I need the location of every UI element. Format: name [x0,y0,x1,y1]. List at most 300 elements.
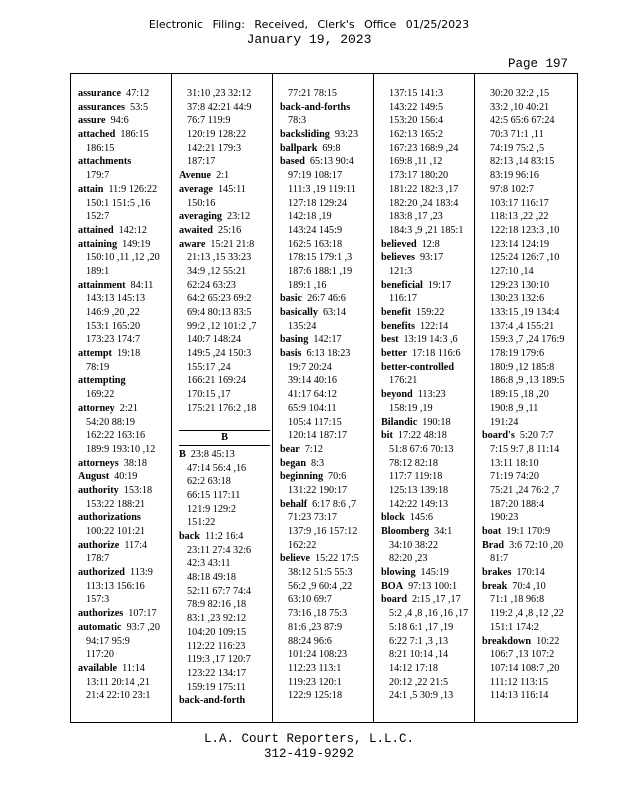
index-refs-continued: 142:22 149:13 [389,498,449,510]
page-line-refs: 5:20 7:7 [519,430,554,442]
index-refs-continued: 71:23 73:17 [288,512,337,524]
index-refs-continued: 121:9 129:2 [187,503,236,515]
page-line-refs: 11:2 16:4 [204,531,244,542]
index-refs-continued: 129:23 130:10 [490,279,550,291]
index-term: authorized [78,567,125,579]
index-refs-continued: 64:2 65:23 69:2 [187,293,252,305]
index-column-3 [280,87,371,703]
transcript-date: January 19, 2023 [246,32,372,47]
index-term: back-and-forth [179,695,246,707]
index-entry [482,580,573,594]
index-entry [482,539,573,553]
index-refs-continued: 106:7 ,13 107:2 [490,649,555,661]
index-term: assurances [78,101,125,113]
index-term: better-controlled [381,361,454,373]
index-term: B [179,448,186,460]
index-refs-continued: 120:19 128:22 [187,129,247,141]
index-refs-continued: 184:3 ,9 ,21 185:1 [389,224,464,236]
index-refs-continued: 94:17 95:9 [86,635,130,647]
index-term: beneficial [381,279,423,291]
index-entry [482,635,573,649]
index-term: attorney [78,402,115,414]
index-term: basis [280,348,302,360]
letter-divider: B [179,430,270,446]
index-entry [381,333,472,347]
index-entry [280,128,371,142]
index-term: based [280,156,305,168]
index-entry [280,155,371,169]
index-refs-continued: 122:18 123:3 ,10 [490,224,560,236]
page-line-refs: 11:14 [122,662,145,674]
index-refs-continued: 155:17 ,24 [187,361,231,373]
index-entry [78,662,169,676]
page-line-refs: 113:9 [129,567,153,579]
index-refs-continued: 120:14 187:17 [288,430,348,442]
index-term: authorize [78,539,120,551]
index-refs-continued: 173:23 174:7 [86,334,141,346]
index-refs-continued: 19:7 20:24 [288,361,332,373]
index-term: board [381,594,408,606]
index-entry [179,210,270,224]
index-term: attached [78,129,116,141]
index-term: average [179,183,213,195]
page-line-refs: 2:1 [216,170,230,182]
reporter-phone: 312-419-9292 [263,747,354,761]
index-refs-continued: 152:7 [86,211,110,223]
index-entry [78,402,169,416]
index-refs-continued: 137:4 ,4 155:21 [490,320,555,332]
index-refs-continued: 7:15 9:7 ,8 11:14 [490,443,560,455]
page-line-refs: 26:7 46:6 [307,293,346,305]
index-refs-continued: 8:21 10:14 ,14 [389,649,449,661]
index-refs-continued: 69:4 80:13 83:5 [187,307,252,318]
index-refs-continued: 117:7 119:18 [389,471,443,483]
page-line-refs: 93:7 ,20 [126,621,160,633]
index-entry [381,566,472,580]
page-line-refs: 190:18 [422,416,451,428]
index-term: believes [381,252,415,264]
index-entry [78,101,169,115]
index-refs-continued: 123:14 124:19 [490,238,550,250]
index-term: breakdown [482,635,532,647]
index-refs-continued: 167:23 168:9 ,24 [389,142,459,154]
index-term: behalf [280,498,308,510]
index-refs-continued: 111:3 ,19 119:11 [288,183,356,195]
index-refs-continued: 189:1 ,16 [288,279,327,291]
index-refs-continued: 54:20 88:19 [86,416,135,428]
index-entry [78,238,169,252]
index-entry [78,470,169,484]
page-line-refs: 70:4 ,10 [512,580,546,592]
page-line-refs: 69:8 [322,142,341,154]
page-line-refs: 19:1 170:9 [506,526,551,537]
index-refs-continued: 142:21 179:3 [187,142,242,154]
index-refs-continued: 23:11 27:4 32:6 [187,544,252,556]
page-line-refs: 7:12 [304,443,323,455]
page-line-refs: 11:9 126:22 [108,183,158,195]
index-refs-continued: 189:1 [86,265,110,277]
index-term: assure [78,115,106,127]
index-entry [78,511,169,525]
index-refs-continued: 105:4 117:15 [288,416,342,428]
page-line-refs: 107:17 [128,608,157,620]
index-term: basically [280,307,318,318]
index-refs-continued: 74:19 75:2 ,5 [490,142,545,154]
index-term: better [381,348,408,360]
index-entry [179,224,270,238]
index-refs-continued: 63:10 69:7 [288,594,332,606]
index-term: attachments [78,156,132,168]
page-number: Page 197 [508,57,569,71]
page-line-refs: 145:19 [420,567,449,579]
index-refs-continued: 76:7 119:9 [187,115,231,127]
index-refs-continued: 127:10 ,14 [490,265,534,277]
index-refs-continued: 143:24 145:9 [288,224,343,236]
page-line-refs: 19:17 [427,279,452,291]
page-line-refs: 25:16 [217,224,242,236]
index-entry [179,183,270,197]
index-entry [280,457,371,471]
page-line-refs: 34:1 [434,526,453,537]
index-entry [78,539,169,553]
index-refs-continued: 159:3 ,7 ,24 176:9 [490,334,565,346]
index-entry [381,525,472,539]
index-entry [381,361,472,375]
page-line-refs: 159:22 [416,307,445,318]
index-entry [78,347,169,361]
index-refs-continued: 99:2 ,12 101:2 ,7 [187,320,257,332]
index-refs-continued: 83:19 96:16 [490,170,539,182]
index-refs-continued: 21:13 ,15 33:23 [187,252,252,264]
index-term: beyond [381,389,413,401]
page-line-refs: 53:5 [129,101,149,113]
index-refs-continued: 38:12 51:5 55:3 [288,567,353,579]
column-divider [373,74,374,722]
index-term: bit [381,430,393,442]
index-refs-continued: 137:15 141:3 [389,88,444,99]
index-term: backsliding [280,129,330,141]
index-entry [381,306,472,320]
index-refs-continued: 41:17 64:12 [288,389,337,401]
index-refs-continued: 119:23 120:1 [288,676,342,688]
index-refs-continued: 121:3 [389,265,413,277]
index-refs-continued: 71:1 ,18 96:8 [490,594,545,606]
index-refs-continued: 127:18 129:24 [288,197,348,209]
index-entry [381,388,472,402]
page-line-refs: 113:23 [417,389,446,401]
index-entry [78,621,169,635]
index-term: began [280,457,307,469]
index-refs-continued: 114:13 116:14 [490,690,549,702]
page-line-refs: 145:6 [409,512,433,524]
index-refs-continued: 103:17 116:17 [490,197,549,209]
index-refs-continued: 5:2 ,4 ,8 ,16 ,16 ,17 [389,608,469,620]
index-entry [78,224,169,238]
page-line-refs: 94:6 [110,115,129,127]
index-refs-continued: 111:12 113:15 [490,676,549,688]
index-refs-continued: 189:15 ,18 ,20 [490,389,549,401]
page-line-refs: 142:17 [313,334,342,346]
page-line-refs: 8:3 [311,457,325,469]
index-refs-continued: 162:5 163:18 [288,238,343,250]
index-refs-continued: 56:2 ,9 60:4 ,22 [288,580,353,592]
index-refs-continued: 34:9 ,12 55:21 [187,265,247,277]
index-entry [381,429,472,443]
page-line-refs: 47:12 [126,88,150,99]
page-line-refs: 19:18 [116,348,141,360]
index-refs-continued: 48:18 49:18 [187,572,236,584]
index-refs-continued: 31:10 ,23 32:12 [187,88,252,99]
index-refs-continued: 186:15 [86,142,115,154]
page-line-refs: 97:13 100:1 [408,580,458,592]
page-line-refs: 153:18 [123,484,153,496]
index-refs-continued: 88:24 96:6 [288,635,332,647]
index-entry [280,347,371,361]
index-entry [78,566,169,580]
index-entry [482,566,573,580]
index-term: back-and-forths [280,101,351,113]
index-entry [381,416,472,430]
index-refs-continued: 169:8 ,11 ,12 [389,156,443,168]
index-term: believe [280,553,310,565]
index-column-1 [78,87,169,703]
index-entry [381,580,472,594]
index-refs-continued: 190:23 [490,512,519,524]
index-refs-continued: 157:3 [86,594,110,606]
index-refs-continued: 20:12 ,22 21:5 [389,676,449,688]
index-refs-continued: 180:9 ,12 185:8 [490,361,555,373]
index-refs-continued: 81:6 ,23 87:9 [288,621,343,633]
page-line-refs: 145:11 [217,183,246,195]
index-entry [179,530,270,544]
index-entry [280,498,371,512]
index-term: blowing [381,567,416,579]
index-refs-continued: 78:9 82:16 ,18 [187,599,247,611]
index-term: Brad [482,539,505,551]
page-line-refs: 142:12 [118,224,147,236]
index-refs-continued: 77:21 78:15 [288,88,337,99]
page-line-refs: 84:11 [130,279,154,291]
index-entry [280,552,371,566]
index-term: basing [280,334,309,346]
index-refs-continued: 143:13 145:13 [86,293,146,305]
index-entry [78,128,169,142]
index-refs-continued: 122:9 125:18 [288,690,343,702]
index-term: board's [482,430,515,442]
blank-line [179,416,270,430]
index-refs-continued: 119:2 ,4 ,8 ,12 ,22 [490,608,564,620]
index-refs-continued: 175:21 176:2 ,18 [187,402,257,414]
index-refs-continued: 21:4 22:10 23:1 [86,690,151,702]
index-refs-continued: 5:18 6:1 ,17 ,19 [389,621,454,633]
page-footer [0,732,618,762]
index-refs-continued: 65:9 104:11 [288,402,337,414]
index-refs-continued: 162:22 [288,539,317,551]
index-refs-continued: 187:6 188:1 ,19 [288,265,353,277]
index-refs-continued: 100:22 101:21 [86,526,146,537]
index-refs-continued: 125:24 126:7 ,10 [490,252,560,264]
index-term: attained [78,224,114,236]
page-line-refs: 63:14 [322,307,347,318]
index-term: attaining [78,238,118,250]
index-entry [381,238,472,252]
index-refs-continued: 34:10 38:22 [389,539,438,551]
page-line-refs: 23:8 45:13 [190,448,235,460]
index-refs-continued: 158:19 ,19 [389,402,433,414]
index-refs-continued: 78:3 [288,115,307,127]
index-refs-continued: 107:14 108:7 ,20 [490,662,560,674]
index-entry [78,484,169,498]
index-refs-continued: 123:22 134:17 [187,667,247,679]
index-entry [78,114,169,128]
index-entry [381,251,472,265]
page-line-refs: 17:18 116:6 [412,348,461,360]
index-refs-continued: 173:17 180:20 [389,170,449,182]
index-refs-continued: 75:21 ,24 76:2 ,7 [490,484,560,496]
index-entry [280,101,371,115]
index-refs-continued: 159:19 175:11 [187,681,246,693]
page-line-refs: 122:14 [419,320,449,332]
index-entry [78,457,169,471]
index-entry [179,169,270,183]
index-term: assurance [78,88,122,99]
index-refs-continued: 153:1 165:20 [86,320,141,332]
index-entry [280,470,371,484]
index-refs-continued: 42:5 65:6 67:24 [490,115,555,127]
index-refs-continued: 70:3 71:1 ,11 [490,129,544,141]
index-refs-continued: 176:21 [389,375,418,387]
index-refs-continued: 150:10 ,11 ,12 ,20 [86,252,160,264]
index-refs-continued: 150:1 151:5 ,16 [86,197,151,209]
index-entry [482,525,573,539]
index-refs-continued: 14:12 17:18 [389,662,438,674]
index-refs-continued: 178:19 179:6 [490,348,545,360]
index-refs-continued: 62:2 63:18 [187,476,231,488]
index-refs-continued: 166:21 169:24 [187,375,247,387]
index-refs-continued: 135:24 [288,320,317,332]
index-entry [280,333,371,347]
index-refs-continued: 151:1 174:2 [490,621,539,633]
index-term: back [179,531,200,542]
index-entry [78,607,169,621]
index-entry [482,429,573,443]
page-line-refs: 12:8 [421,238,440,250]
column-divider [272,74,273,722]
index-refs-continued: 82:20 ,23 [389,553,428,565]
page-line-refs: 23:12 [227,211,251,223]
index-term: attempt [78,348,112,360]
index-term: attain [78,183,104,195]
page-line-refs: 186:15 [120,129,149,141]
column-divider [171,74,172,722]
index-refs-continued: 191:24 [490,416,519,428]
index-entry [78,374,169,388]
index-entry [78,87,169,101]
filing-header [0,18,618,47]
index-term: ballpark [280,142,318,154]
index-refs-continued: 66:15 117:11 [187,489,241,501]
index-column-2 [179,87,270,708]
index-term: available [78,662,118,674]
index-refs-continued: 153:22 188:21 [86,498,146,510]
index-term: authority [78,484,119,496]
index-term: block [381,512,405,524]
index-refs-continued: 6:22 7:1 ,3 ,13 [389,635,449,647]
index-refs-continued: 169:22 [86,389,115,401]
page-line-refs: 2:15 ,17 ,17 [412,594,461,606]
page-line-refs: 38:18 [123,457,147,469]
reporter-company: L.A. Court Reporters, L.L.C. [203,732,415,746]
index-refs-continued: 125:13 139:18 [389,484,449,496]
index-entry [78,183,169,197]
index-term: beginning [280,471,324,483]
page-line-refs: 6:13 18:23 [306,348,351,360]
index-term: awaited [179,224,213,236]
index-refs-continued: 178:15 179:1 ,3 [288,252,353,264]
index-refs-continued: 82:13 ,14 83:15 [490,156,555,168]
index-refs-continued: 81:7 [490,553,509,565]
index-refs-continued: 186:8 ,9 ,13 189:5 [490,375,565,387]
page-line-refs: 93:23 [334,129,359,141]
index-term: benefits [381,320,415,332]
index-refs-continued: 73:16 ,18 75:3 [288,608,348,620]
index-refs-continued: 13:11 20:14 ,21 [86,676,150,688]
index-refs-continued: 117:20 [86,649,114,661]
index-refs-continued: 142:18 ,19 [288,211,332,223]
index-entry [381,593,472,607]
index-refs-continued: 37:8 42:21 44:9 [187,101,252,113]
page-line-refs: 170:14 [516,567,545,579]
index-entry [179,448,270,462]
index-column-5 [482,87,573,703]
index-refs-continued: 97:8 102:7 [490,183,534,195]
index-entry [280,443,371,457]
index-refs-continued: 133:15 ,19 134:4 [490,307,560,318]
index-refs-continued: 118:13 ,22 ,22 [490,211,549,223]
index-refs-continued: 112:23 113:1 [288,662,342,674]
index-refs-continued: 119:3 ,17 120:7 [187,654,251,666]
index-refs-continued: 71:19 74:20 [490,471,539,483]
page-line-refs: 70:6 [328,471,347,483]
index-term: bear [280,443,300,455]
index-refs-continued: 62:24 63:23 [187,279,236,291]
page-line-refs: 15:21 21:8 [210,238,255,250]
index-refs-continued: 150:16 [187,197,216,209]
index-refs-continued: 42:3 43:11 [187,558,231,570]
index-refs-continued: 47:14 56:4 ,16 [187,462,247,474]
index-refs-continued: 30:20 32:2 ,15 [490,88,550,99]
page-line-refs: 3:6 72:10 ,20 [509,539,564,551]
index-entry [381,347,472,361]
index-entry [179,238,270,252]
index-refs-continued: 137:9 ,16 157:12 [288,526,358,537]
index-refs-continued: 190:8 ,9 ,11 [490,402,539,414]
index-term: break [482,580,508,592]
index-refs-continued: 78:12 82:18 [389,457,438,469]
index-refs-continued: 178:7 [86,553,110,565]
index-refs-continued: 83:1 ,23 92:12 [187,613,247,625]
page-line-refs: 17:22 48:18 [397,430,447,442]
index-refs-continued: 130:23 132:6 [490,293,545,305]
index-term: authorizations [78,512,141,524]
index-refs-continued: 51:8 67:6 70:13 [389,443,454,455]
page-line-refs: 13:19 14:3 ,6 [403,334,458,346]
index-term: attorneys [78,457,119,469]
index-term: believed [381,238,417,250]
index-refs-continued: 179:7 [86,170,110,182]
index-refs-continued: 183:8 ,17 ,23 [389,211,443,223]
index-term: authorizes [78,608,124,620]
